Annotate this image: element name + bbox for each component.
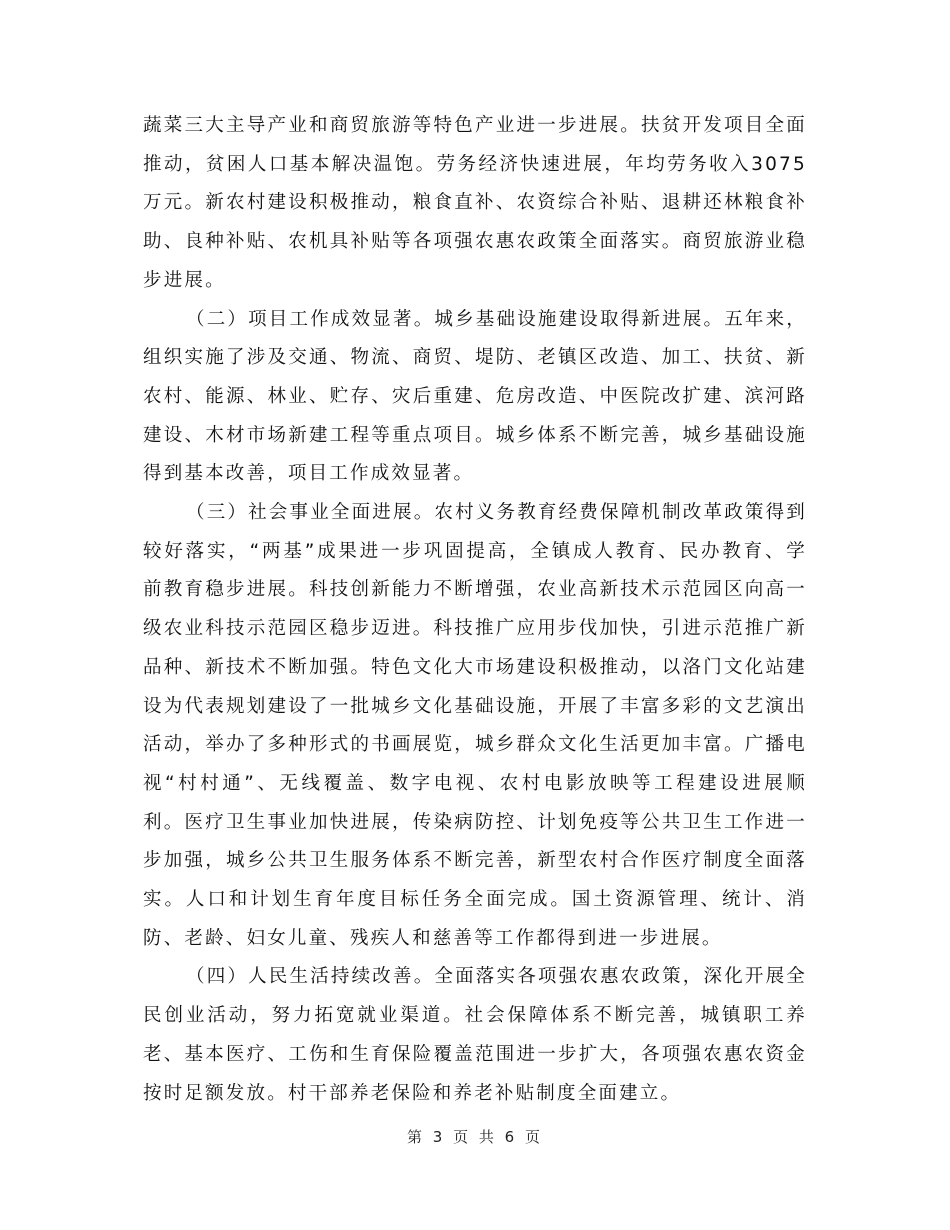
paragraph-social-affairs: （三）社会事业全面进展。农村义务教育经费保障机制改革政策得到较好落实，“两基”成果进一步巩固提高，全镇成人教育、民办教育、学前教育稳步进展。科技创新能力不断增强，农业高新技术示范园区向高一级农业科技示范园区稳步迈进。科技推广应用步伐加快，引进示范推广新品种、新技术不断加强。特色文化大市场建设积极推动，以洛门文化站建设为代表规划建设了一批城乡文化基础设施，开展了丰富多彩的文艺演出活动，举办了多种形式的书画展览，城乡群众文化生活更加丰富。广播电视“村村通”、无线覆盖、数字电视、农村电影放映等工程建设进展顺利。医疗卫生事业加快进展，传染病防控、计划免疫等公共卫生工作进一步加强，城乡公共卫生服务体系不断完善，新型农村合作医疗制度全面落实。人口和计划生育年度目标任务全面完成。国土资源管理、统计、消防、老龄、妇女儿童、残疾人和慈善等工作都得到进一步进展。 [143,502,808,949]
paragraph-continuation: 蔬菜三大主导产业和商贸旅游等特色产业进一步进展。扶贫开发项目全面推动，贫困人口基本解决温饱。劳务经济快速进展，年均劳务收入3075万元。新农村建设积极推动，粮食直补、农资综合补贴、退耕还林粮食补助、良种补贴、农机具补贴等各项强农惠农政策全面落实。商贸旅游业稳步进展。 [143,115,807,291]
paragraph-projects: （二）项目工作成效显著。城乡基础设施建设取得新进展。五年来，组织实施了涉及交通、物流、商贸、堤防、老镇区改造、加工、扶贫、新农村、能源、林业、贮存、灾后重建、危房改造、中医院改扩建、滨河路建设、木材市场新建工程等重点项目。城乡体系不断完善，城乡基础设施得到基本改善，项目工作成效显著。 [143,308,808,485]
page-footer: 第 3 页 共 6 页 [407,1128,543,1146]
document-body [143,107,807,1113]
paragraph-living-standards: （四）人民生活持续改善。全面落实各项强农惠农政策，深化开展全民创业活动，努力拓宽就业渠道。社会保障体系不断完善，城镇职工养老、基本医疗、工伤和生育保险覆盖范围进一步扩大，各项强农惠农资金按时足额发放。村干部养老保险和养老补贴制度全面建立。 [143,966,808,1104]
